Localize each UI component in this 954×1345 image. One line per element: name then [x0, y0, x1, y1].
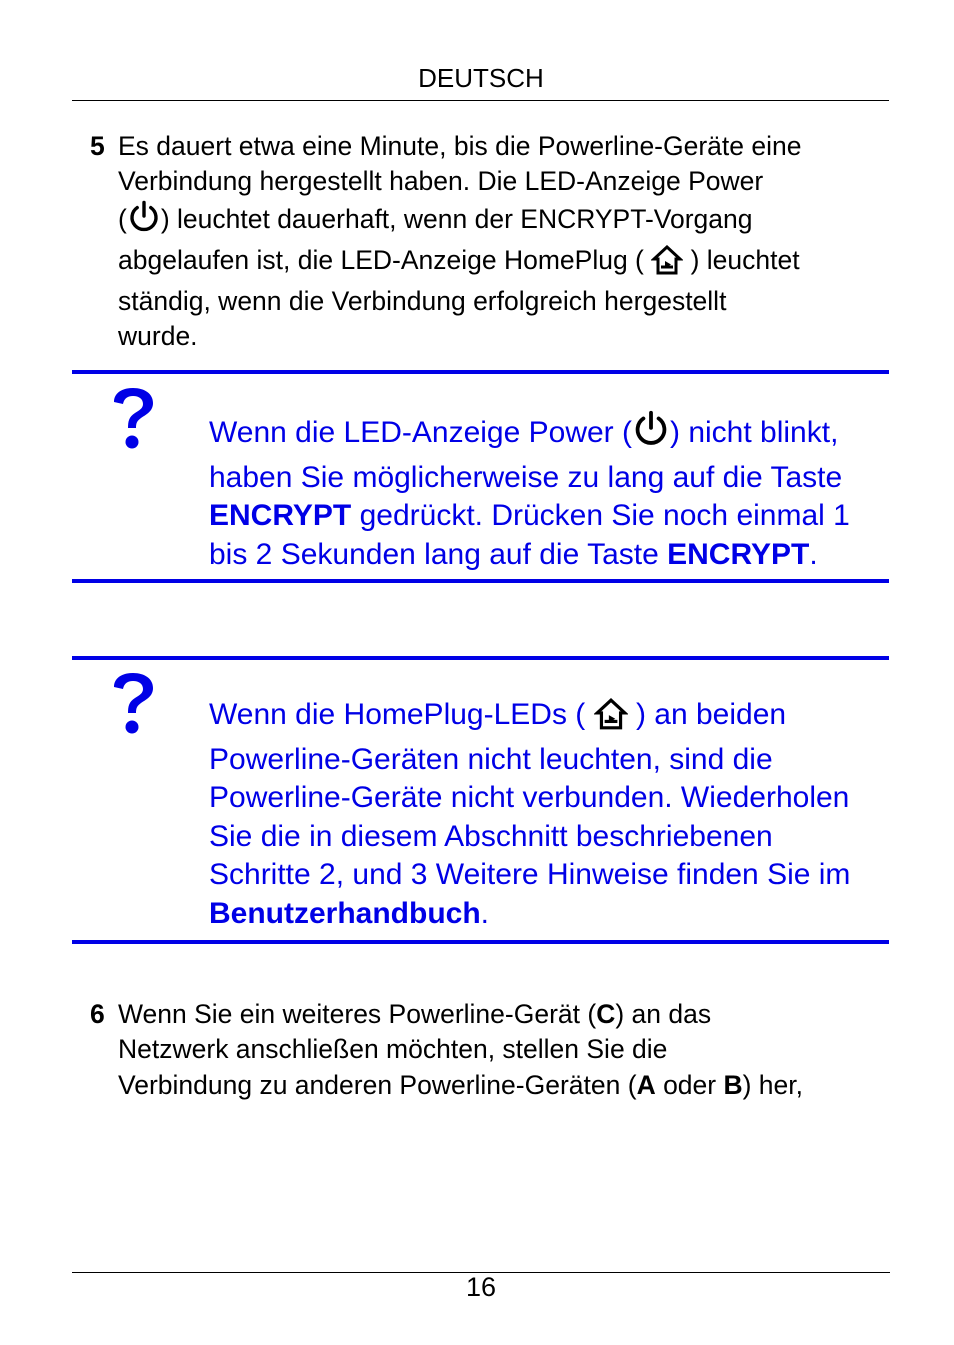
text-fragment: oder: [655, 1069, 724, 1100]
note-2-bottom-rule: [72, 940, 889, 944]
text-fragment: bis 2 Sekunden lang auf die Taste: [209, 537, 668, 571]
note-line: [209, 696, 899, 741]
note-line: Powerline-Geräte nicht verbunden. Wiederholen: [209, 781, 850, 815]
note-1-text: [209, 410, 899, 574]
text-fragment: ) leuchtet: [683, 244, 800, 275]
step-5-line: Verbindung hergestellt haben. Die LED-Anzeige Power: [118, 166, 764, 197]
text-fragment: ) nicht blinkt,: [670, 416, 839, 449]
text-fragment: Wenn die LED-Anzeige Power (: [209, 416, 632, 449]
step-5: [90, 129, 890, 355]
text-fragment: Wenn Sie ein weiteres Powerline-Gerät (: [118, 999, 597, 1029]
note-line: [209, 536, 899, 575]
power-icon: [632, 410, 670, 459]
step-5-line: Es dauert etwa eine Minute, bis die Powerline-Geräte eine: [118, 131, 802, 161]
note-line: [209, 410, 899, 459]
step-5-text: [118, 129, 890, 355]
text-fragment: ) an beiden: [627, 698, 787, 731]
text-fragment: .: [809, 537, 818, 571]
step-6-line: [118, 1068, 890, 1103]
note-1-bottom-rule: [72, 579, 889, 583]
step-5-line: wurde.: [118, 321, 198, 352]
bold-term: Benutzerhandbuch: [209, 896, 481, 930]
text-fragment: (: [118, 203, 127, 234]
bold-term: A: [636, 1069, 656, 1100]
bold-term: B: [723, 1069, 743, 1100]
note-line: haben Sie möglicherweise zu lang auf die Taste: [209, 460, 843, 494]
question-mark-icon: [108, 386, 158, 452]
step-5-line: ständig, wenn die Verbindung erfolgreich hergestellt: [118, 286, 727, 317]
bold-term: ENCRYPT: [209, 499, 352, 533]
step-number: 5: [90, 131, 105, 161]
note-line: Powerline-Geräten nicht leuchten, sind die: [209, 742, 773, 776]
step-6-text: [118, 997, 890, 1103]
note-line: [209, 497, 899, 536]
page-number: 16: [465, 1272, 497, 1302]
power-icon: [127, 200, 161, 243]
text-fragment: Wenn die HomePlug-LEDs (: [209, 698, 594, 731]
text-fragment: abgelaufen ist, die LED-Anzeige HomePlug (: [118, 244, 652, 275]
step-5-line: [118, 243, 890, 284]
step-6-line: Netzwerk anschließen möchten, stellen Sie die: [118, 1034, 668, 1065]
note-line: [209, 895, 899, 934]
bold-term: C: [596, 999, 616, 1029]
note-line: Schritte 2, und 3 Weitere Hinweise finden Sie im: [209, 858, 851, 892]
text-fragment: gedrückt. Drücken Sie noch einmal 1: [351, 499, 850, 533]
text-fragment: ) an das: [615, 999, 712, 1029]
note-2-top-rule: [72, 656, 889, 660]
step-6-line: [118, 997, 890, 1032]
bold-term: ENCRYPT: [667, 537, 810, 571]
step-number: 6: [90, 999, 105, 1029]
step-6: [90, 997, 890, 1103]
note-1-top-rule: [72, 370, 889, 374]
homeplug-icon: [651, 245, 683, 284]
text-fragment: ) her,: [742, 1069, 803, 1100]
header-divider: [72, 100, 889, 101]
text-fragment: .: [480, 896, 490, 930]
page-header-section: DEUTSCH: [418, 63, 544, 93]
text-fragment: ) leuchtet dauerhaft, wenn der ENCRYPT-Vorgang: [160, 203, 753, 234]
homeplug-icon: [594, 698, 628, 741]
step-5-line: [118, 200, 890, 243]
note-line: Sie die in diesem Abschnitt beschriebenen: [209, 819, 773, 853]
question-mark-icon: [108, 671, 158, 737]
note-2-text: [209, 696, 899, 934]
text-fragment: Verbindung zu anderen Powerline-Geräten (: [118, 1069, 637, 1100]
